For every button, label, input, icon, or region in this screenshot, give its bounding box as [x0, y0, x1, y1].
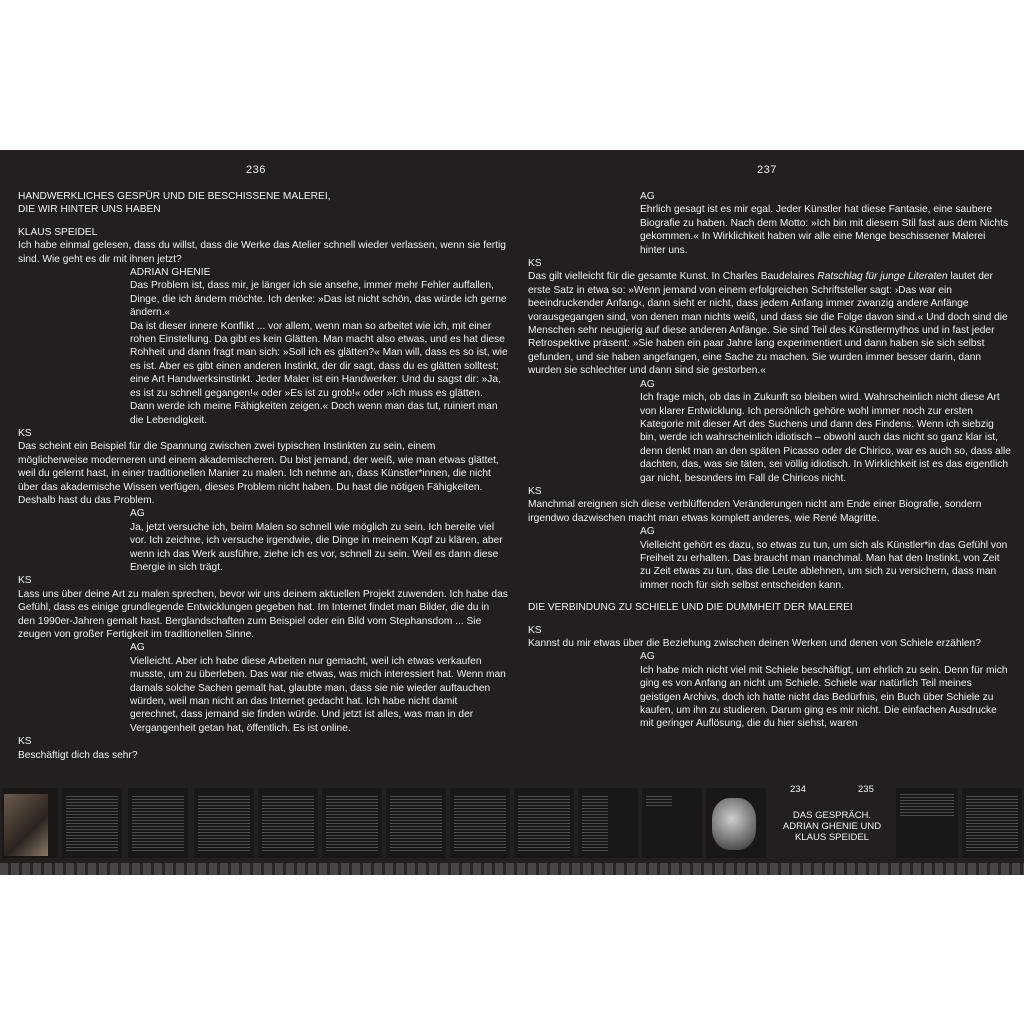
speaker-label: AG	[640, 378, 655, 390]
page-thumbnail	[896, 788, 958, 858]
page-thumbnail	[706, 788, 766, 858]
page-thumbnail	[194, 788, 254, 858]
left-page-number: 236	[246, 164, 266, 176]
page-thumbnail-strip	[0, 784, 1024, 875]
chapter-title: DAS GESPRÄCH. ADRIAN GHENIE UND KLAUS SPEIDEL	[782, 810, 882, 843]
speaker-label: AG	[640, 191, 655, 202]
page-thumbnail	[258, 788, 318, 858]
question-text: Manchmal ereignen sich diese verblüffenden Veränderungen nicht am Ende einer Biografie, sondern irgendwo dazwischen macht man etwas komplett anderes, wie René Magritte.	[528, 499, 982, 524]
answer-text: Ehrlich gesagt ist es mir egal. Jeder Künstler hat diese Fantasie, eine saubere Biografie zu haben. Nach dem Motto: »Ich bin mit diesem Stil fast aus dem Nichts gekommen.« In Wirklichkeit haben wir alle eine Menge beschissener Malerei hinter uns.	[640, 204, 1009, 256]
section-heading-2: DIE VERBINDUNG ZU SCHIELE UND DIE DUMMHEIT DER MALEREI	[528, 602, 853, 614]
answer-text: Ich frage mich, ob das in Zukunft so bleiben wird. Wahrscheinlich nicht diese Art von klarer Entwicklung. Ich persönlich gehöre wohl immer noch zur ersten Kategorie mit dieser Art des Suchens und dann des Findens. Wenn ich siebzig bin, werde ich wahrscheinlich idiotisch – obwohl auch das nicht so ganz klar ist, denn denkt man an den späten Picasso oder de Chirico, war es auch so, dass alle dachten, das, was sie täten, sei völlig idiotisch. In Wirklichkeit ist es das eigentlich gar nicht, besonders im Fall de Chiricos nicht.	[640, 392, 1011, 484]
section-heading: HANDWERKLICHES GESPÜR UND DIE BESCHISSENE MALEREI,	[18, 191, 331, 202]
section-heading-line2: DIE WIR HINTER UNS HABEN	[18, 204, 161, 216]
page-thumbnail	[578, 788, 638, 858]
speaker-label: AG	[640, 526, 655, 538]
speaker-label: KS	[18, 736, 32, 748]
page-thumbnail	[62, 788, 122, 858]
question-text: Das scheint ein Beispiel für die Spannung zwischen zwei typischen Instinkten zu sein, einem möglicherweise moderneren und einem akademischeren. Du bist jemand, der weiß, wie man etwas glättet, weil du gelernt hast, in einer traditionellen Manier zu malen. Ich nehme an, dass Künstler*innen, die nicht über das akademische Wissen verfügen, dieses Problem nicht haben. Du hast die nötigen Fähigkeiten. Deshalb hast du das Problem.	[18, 441, 499, 506]
speaker-label: AG	[130, 642, 145, 654]
speaker-label: KS	[528, 624, 542, 636]
question-text: Lass uns über deine Art zu malen sprechen, bevor wir uns deinem aktuellen Projekt zuwenden. Ich habe das Gefühl, dass es einige grundlegende Entwicklungen gegeben hat. Im Internet findet man Bilder, die du in den 1990er-Jahren gemalt hast. Berglandschaften zum Beispiel oder ein Bild vom Stephansdom ... Sie zeugen von großer Fertigkeit im traditionellen Sinne.	[18, 588, 508, 640]
answer-text: Das Problem ist, dass mir, je länger ich sie ansehe, immer mehr Fehler auffallen, Dinge, die ich ändern möchte. Ich denke: »Das ist nicht schön, das würde ich gerne ändern.«	[130, 280, 507, 319]
speaker-label: KLAUS SPEIDEL	[18, 226, 98, 238]
question-text: Beschäftigt dich das sehr?	[18, 749, 138, 761]
page-thumbnail	[2, 788, 58, 858]
rock-painting-image	[712, 798, 756, 850]
speaker-label: KS	[528, 485, 542, 497]
thumbnail-page-number: 234	[790, 784, 806, 795]
page-thumbnail	[386, 788, 446, 858]
right-column	[528, 190, 1012, 731]
question-text: Kannst du mir etwas über die Beziehung zwischen deinen Werken und denen von Schiele erzählen?	[528, 638, 981, 649]
speaker-label: KS	[18, 427, 32, 439]
book-spread	[0, 150, 1024, 875]
speaker-label: KS	[18, 575, 32, 587]
speaker-label: AG	[130, 508, 145, 520]
page-thumbnail	[642, 788, 702, 858]
answer-text: Vielleicht gehört es dazu, so etwas zu tun, um sich als Künstler*in das Gefühl von Freiheit zu erhalten. Das braucht man manchmal. Man hat den Instinkt, von Zeit zu Zeit etwas zu tun, das die Leute ablehnen, um sich zu versichern, dass man immer noch für sich selbst entscheiden kann.	[640, 539, 1008, 591]
page-thumbnail	[514, 788, 574, 858]
page-thumbnail	[450, 788, 510, 858]
book-title-italic: Ratschlag für junge Literaten	[817, 271, 948, 283]
page-thumbnail	[962, 788, 1022, 858]
answer-text: Ja, jetzt versuche ich, beim Malen so schnell wie möglich zu sein. Ich bereite viel vor. Ich zeichne, ich versuche irgendwie, die Dinge in meinem Kopf zu klären, aber wenn ich das Werk ausführe, ziehe ich es vor, schnell zu sein. Weil es dann diese Energie in sich trägt.	[130, 521, 503, 573]
page-thumbnail	[322, 788, 382, 858]
question-text: Das gilt vielleicht für die gesamte Kunst. In Charles Baudelaires Ratschlag für junge Literaten lautet der erste Satz in etwa so: »Wenn jemand von einem erfolgreichen Schriftsteller sagt: ›Das war ein beeindruckender Anfang‹, dann sieht er nicht, dass jedem Anfang immer zwanzig andere Anfänge vorausgegangen sind, von denen man nichts weiß, und dass sie die Folge davon sind.« Und doch sind die Menschen sehr neugierig auf diese anderen Anfänge. Sie sind Teil des Künstlermythos und in fast jeder Retrospektive präsent: »Sie haben ein paar Jahre lang experimentiert und dann haben sie sich selbst gefunden, und sie haben angefangen, eine Sache zu machen. Sie wurden immer besser darin, dann wurden sie schlechter und dann sind sie gestorben.«	[528, 271, 1008, 377]
answer-text: Ich habe mich nicht viel mit Schiele beschäftigt, um ehrlich zu sein. Denn für mich ging es von Anfang an nicht um Schiele. Schiele war natürlich Teil meines geistigen Archivs, doch ich hatte nicht das Bedürfnis, ein Buch über Schiele zu kaufen, um ihn zu studieren. Darum ging es mir nicht. Die einfachen Ausdrucke mit geringer Auflösung, die du hier siehst, waren	[640, 664, 1008, 730]
page-thumbnail	[128, 788, 188, 858]
answer-text: Da ist dieser innere Konflikt ... vor allem, wenn man so arbeitet wie ich, mit einer rohen Einstellung. Da gibt es kein Glätten. Man macht also etwas, und es hat diese Rohheit und dann fragt man sich: »Soll ich es glätten?« Man will, dass es so ist, wie es ist. Aber es gibt einen anderen Instinkt, der dir sagt, dass du es glätten solltest; eine Art Handwerksinstinkt. Jeder Maler ist ein Handwerker. Und du sagst dir: »Ja, es ist zu schnell gegangen!« oder »Es ist zu grob!« oder »Ich muss es glätten. Dann werde ich meine Fähigkeiten zeigen.« Doch wenn man das tut, ruiniert man die Lebendigkeit.	[130, 320, 508, 426]
question-text: Ich habe einmal gelesen, dass du willst, dass die Werke das Atelier schnell wieder verlassen, wenn sie fertig sind. Wie geht es dir mit ihnen jetzt?	[18, 240, 506, 265]
thumbnail-index-bar	[0, 863, 1024, 875]
speaker-label: ADRIAN GHENIE	[130, 267, 211, 279]
answer-text: Vielleicht. Aber ich habe diese Arbeiten nur gemacht, weil ich etwas verkaufen musste, um zu überleben. Das war nie etwas, was mich interessiert hat. Wenn man damals solche Sachen gemalt hat, glaubte man, dass sie nie wieder auftauchen würden, weil man nicht an das Internet gedacht hat. Ich habe nicht damit gerechnet, dass jemand sie finden würde. Und jetzt ist alles, was man in der Vergangenheit getan hat, öffentlich. Es ist online.	[130, 655, 506, 734]
left-column	[18, 190, 508, 762]
portrait-image	[4, 794, 48, 856]
speaker-label: AG	[640, 651, 655, 663]
speaker-label: KS	[528, 258, 542, 270]
thumbnail-page-number: 235	[858, 784, 874, 795]
right-page-number: 237	[757, 164, 777, 176]
